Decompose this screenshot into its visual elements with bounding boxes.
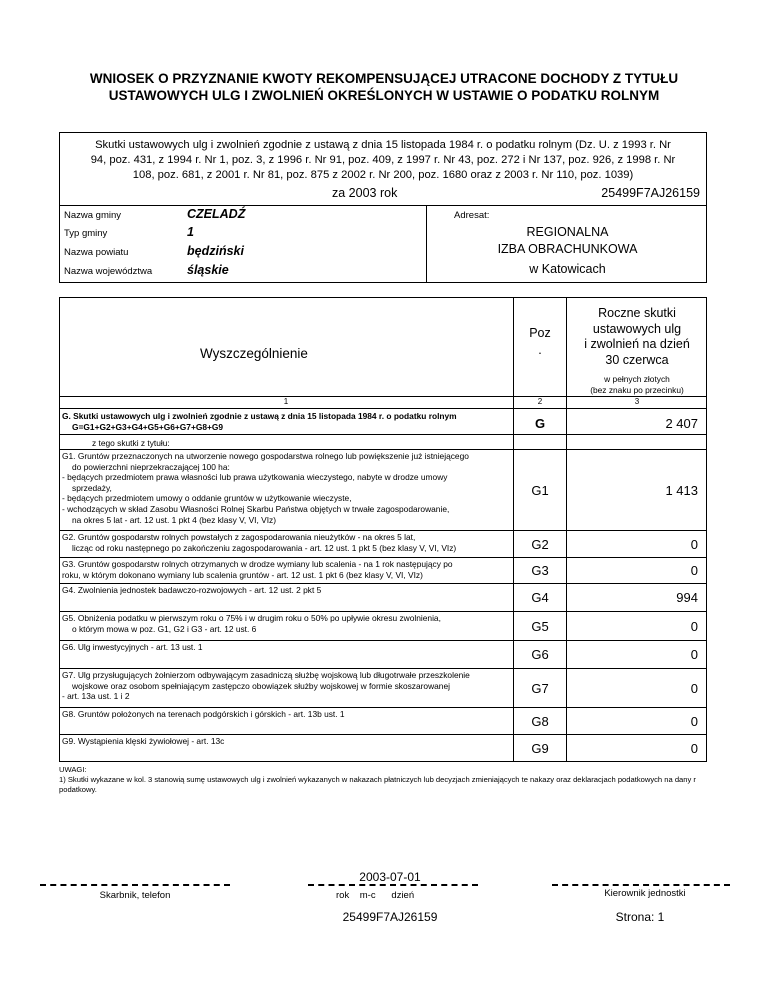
- row-divider: [59, 449, 707, 450]
- notes: [59, 765, 707, 795]
- row-description: [62, 451, 510, 525]
- notes-heading: UWAGI:: [59, 765, 87, 774]
- row-description: [62, 670, 510, 702]
- row-description-line: - będących przedmiotem prawa własności lub prawa użytkowania wieczystego, nabyte w drodze umowy: [62, 472, 448, 483]
- adresat-address: [430, 224, 705, 278]
- row-divider: [59, 530, 707, 531]
- row-description: [62, 736, 510, 747]
- info-divider: [426, 205, 427, 283]
- col3-header-line: i zwolnień na dzień: [584, 337, 690, 351]
- left-signature-line: [40, 884, 230, 886]
- col-number-2: 2: [537, 397, 543, 406]
- document-id: 25499F7AJ26159: [601, 186, 700, 200]
- g-row-line: G=G1+G2+G3+G4+G5+G6+G7+G8+G9: [72, 421, 224, 432]
- row-value: 0: [690, 647, 698, 662]
- row-code: G9: [531, 741, 549, 756]
- legal-line: Skutki ustawowych ulg i zwolnień zgodnie z ustawą z dnia 15 listopada 1984 r. o podatku rolnym (Dz. U. z 1993 r. Nr: [95, 139, 671, 151]
- row-divider: [59, 611, 707, 612]
- row-description: [62, 613, 510, 634]
- row-value: 994: [676, 590, 698, 605]
- row-description-line: G7. Ulg przysługujących żołnierzom odbywającym zasadniczą służbę wojskową lub długotrwałe przeszkolenie: [62, 670, 470, 680]
- row-divider: [59, 434, 707, 435]
- right-signature-label: Kierownik jednostki: [604, 888, 686, 899]
- row-divider: [59, 557, 707, 558]
- col2-header-line: .: [538, 343, 542, 357]
- page-number: Strona: 1: [615, 910, 665, 924]
- row-description-line: o którym mowa w poz. G1, G2 i G3 - art. 12 ust. 6: [72, 623, 257, 634]
- row-value: 0: [690, 741, 698, 756]
- powiat-label: Nazwa powiatu: [64, 247, 129, 258]
- adresat-line1: REGIONALNA: [526, 225, 609, 239]
- gmina-value: CZELADŹ: [187, 207, 246, 221]
- row-description-line: - art. 13a ust. 1 i 2: [62, 691, 130, 702]
- row-description-line: sprzedaży,: [72, 482, 112, 493]
- date-signature-line: [308, 884, 478, 886]
- wojewodztwo-label: Nazwa województwa: [64, 266, 153, 277]
- row-code: G1: [531, 482, 549, 498]
- row-code: G4: [531, 590, 549, 605]
- g-row-text: [62, 411, 510, 432]
- adresat-line2: IZBA OBRACHUNKOWA: [497, 242, 638, 256]
- row-value: 0: [690, 563, 698, 578]
- document-title: [40, 70, 728, 104]
- notes-line: podatkowy.: [59, 785, 97, 794]
- row-description: [62, 709, 510, 720]
- col-number-1: 1: [283, 397, 289, 406]
- left-signature-label: Skarbnik, telefon: [99, 890, 171, 901]
- row-code: G6: [531, 647, 549, 662]
- year-text: za 2003 rok: [332, 186, 398, 200]
- g-row-line: G. Skutki ustawowych ulg i zwolnień zgodnie z ustawą z dnia 15 listopada 1984 r. o podatku rolnym: [62, 411, 457, 421]
- col1-header: Wyszczególnienie: [200, 346, 308, 361]
- row-code: G8: [531, 713, 549, 729]
- col3-header-line: 30 czerwca: [605, 352, 669, 367]
- g-row-value: 2 407: [665, 416, 698, 431]
- row-description-line: G5. Obniżenia podatku w pierwszym roku o 75% i w drugim roku o 50% po upływie okresu zwolnienia,: [62, 613, 441, 623]
- row-description: [62, 585, 510, 596]
- row-description-line: G4. Zwolnienia jednostek badawczo-rozwojowych - art. 12 ust. 2 pkt 5: [62, 585, 322, 595]
- row-description-line: G6. Ulg inwestycyjnych - art. 13 ust. 1: [62, 642, 203, 652]
- row-description-line: G8. Gruntów położonych na terenach podgórskich i górskich - art. 13b ust. 1: [62, 709, 345, 719]
- row-divider: [59, 707, 707, 708]
- row-code: G2: [531, 536, 549, 552]
- row-description-line: - wchodzących w skład Zasobu Własności Rolnej Skarbu Państwa objętych w trwałe zagospodarowanie,: [62, 503, 450, 514]
- row-value: 0: [690, 680, 698, 696]
- wojewodztwo-value: śląskie: [187, 263, 229, 277]
- footer-document-id: 25499F7AJ26159: [342, 910, 438, 924]
- g-row-code: G: [534, 416, 546, 431]
- col3-header-line: Roczne skutki: [598, 306, 676, 320]
- row-code: G3: [531, 563, 549, 578]
- col3-note-line: w pełnych złotych: [604, 374, 670, 384]
- row-description: [62, 532, 510, 553]
- row-description-line: roku, w którym dokonano wymiany lub scalenia gruntów - art. 12 ust. 1 pkt 6 (bez klasy V, VI, VIz): [62, 569, 423, 580]
- row-divider: [59, 734, 707, 735]
- legal-basis-text: [64, 138, 702, 183]
- row-description-line: G3. Gruntów gospodarstw rolnych otrzymanych w drodze wymiany lub scalenia - na 1 rok następujący po: [62, 559, 453, 569]
- row-description-line: do powierzchni nieprzekraczającej 100 ha:: [72, 461, 230, 472]
- row-description-line: wojskowe oraz osobom spełniającym zastępczo obowiązek służby wojskowej w formie skoszarowanej: [72, 680, 450, 691]
- row-description-line: G2. Gruntów gospodarstw rolnych powstałych z zagospodarowania nieużytków - na okres 5 lat,: [62, 532, 416, 542]
- row-description-line: na okres 5 lat - art. 12 ust. 1 pkt 4 (bez klasy V, VI, VIz): [72, 514, 277, 525]
- typ-gminy-label: Typ gminy: [64, 228, 108, 239]
- col3-header-line: ustawowych ulg: [592, 321, 682, 336]
- row-description-line: G9. Wystąpienia klęski żywiołowej - art. 13c: [62, 736, 225, 746]
- row-description: [62, 559, 510, 580]
- col3-header: [567, 306, 707, 368]
- adresat-label: Adresat:: [454, 210, 490, 221]
- footer-date: 2003-07-01: [359, 870, 421, 884]
- legal-line: 94, poz. 431, z 1994 r. Nr 1, poz. 3, z 1996 r. Nr 91, poz. 409, z 1997 r. Nr 43, poz. 272 i Nr 137, poz. 926, z 1998 r. Nr: [90, 154, 676, 166]
- row-code: G5: [531, 618, 549, 634]
- row-divider: [59, 668, 707, 669]
- gmina-label: Nazwa gminy: [64, 210, 122, 221]
- row-description-line: G1. Gruntów przeznaczonych na utworzenie nowego gospodarstwa rolnego lub powiększenie już istniejącego: [62, 451, 469, 461]
- row-divider: [59, 583, 707, 584]
- col3-note-line: (bez znaku po przecinku): [590, 384, 684, 395]
- subheading: z tego skutki z tytułu:: [92, 438, 170, 448]
- title-line: USTAWOWYCH ULG I ZWOLNIEŃ OKREŚLONYCH W USTAWIE O PODATKU ROLNYM: [108, 88, 660, 103]
- row-divider: [59, 408, 707, 409]
- adresat-line3: w Katowicach: [529, 262, 606, 276]
- date-caption: rok m-c dzień: [336, 890, 415, 901]
- row-value: 0: [690, 618, 698, 634]
- col-number-3: 3: [634, 397, 640, 406]
- row-value: 1 413: [665, 482, 698, 498]
- col3-note: [567, 374, 707, 395]
- row-description-line: - będących przedmiotem umowy o oddanie gruntów w użytkowanie wieczyste,: [62, 493, 352, 504]
- row-description: [62, 642, 510, 653]
- row-divider: [59, 640, 707, 641]
- right-signature-line: [552, 884, 730, 886]
- col2-header: [514, 325, 566, 359]
- row-value: 0: [690, 713, 698, 729]
- powiat-value: będziński: [187, 244, 244, 258]
- row-code: G7: [531, 680, 549, 696]
- title-line: WNIOSEK O PRZYZNANIE KWOTY REKOMPENSUJĄCEJ UTRACONE DOCHODY Z TYTUŁU: [89, 71, 679, 86]
- row-value: 0: [690, 536, 698, 552]
- row-description-line: licząc od roku następnego po zakończeniu zagospodarowania - art. 12 ust. 1 pkt 5 (bez klasy V, VI, VIz): [72, 542, 457, 553]
- typ-gminy-value: 1: [187, 225, 194, 239]
- legal-line: 108, poz. 681, z 2001 r. Nr 81, poz. 875 z 2002 r. Nr 200, poz. 1680 oraz z 2003 r. Nr 110, poz. 1039): [132, 169, 634, 181]
- notes-line: 1) Skutki wykazane w kol. 3 stanowią sumę ustawowych ulg i zwolnień wykazanych w nakazach płatniczych lub decyzjach zmieniających te nakazy oraz deklaracjach podatkowych na dany r: [59, 775, 696, 784]
- col2-header-line: Poz: [529, 326, 551, 340]
